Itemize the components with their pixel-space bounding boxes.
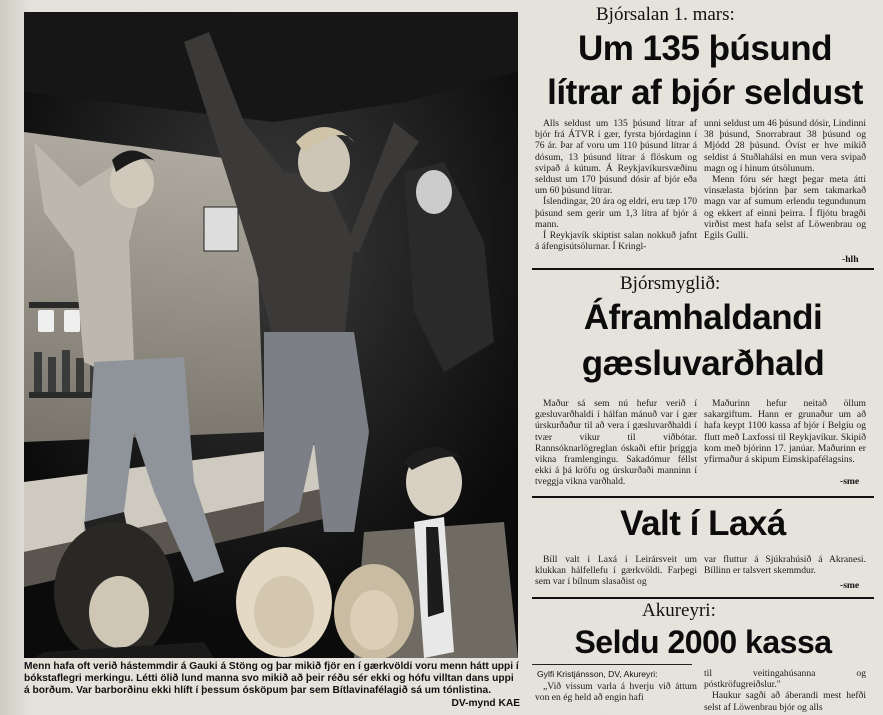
article3-column-1 — [535, 554, 697, 588]
article4-headline: Seldu 2000 kassa — [574, 624, 832, 660]
article3-headline: Valt í Laxá — [620, 504, 786, 543]
news-photo — [24, 12, 518, 658]
article1-headline-line1: Um 135 þúsund — [577, 29, 833, 68]
article4-column-1 — [535, 681, 697, 715]
article3-column-2 — [704, 554, 866, 576]
article2-column-1 — [535, 398, 697, 488]
article4-byline: Gylfi Kristjánsson, DV, Akureyri: — [537, 669, 658, 679]
article2-kicker: Bjórsmyglið: — [620, 273, 721, 294]
article3-paragraph: Bíll valt í Laxá í Leirársveit um klukkan hálfellefu í gærkvöldi. Farþegi sem var í bílnum slasaðist og — [535, 554, 697, 588]
article2-signature: -sme — [840, 476, 860, 487]
photo-credit: DV-mynd KAE — [451, 697, 520, 709]
photo-illustration — [24, 12, 518, 658]
article2-paragraph: Maðurinn hefur neitað öllum sakargiftum. Hann er grunaður um að hafa keypt 1100 kassa af bjór í Belgíu og flutt með Laxfossi til Reykjavíkur. Skipið kom með bjórinn 17. janúar. Maðurinn er yfirmaður á skipum Eimskipafélagsins. — [704, 398, 866, 466]
article4-paragraph: til veitingahúsanna og póstkröfugreiðslur." — [704, 668, 866, 691]
photo-caption — [24, 661, 520, 710]
article2-headline-line1: Áframhaldandi — [583, 298, 823, 337]
article1-paragraph: Menn fóru sér hægt þegar meta átti vinsælasta bjórinn þar sem takmarkað magn var af sumum erlendu tegundunum og ekkert af einni þeirra. Í fljótu bragði virðist mest hafa selst af Löwenbrau og Egils Gulli. — [704, 174, 866, 242]
article2-paragraph: Maður sá sem nú hefur verið í gæsluvarðhaldi í hálfan mánuð var í gær úrskurðaður til að vera í gæsluvarðhaldi í tvær vikur til viðbótar. Rannsóknarlögreglan óskaði eftir þriggja vikna framlengingu. Sakadómur féllst ekki á þá kröfu og úrskurðaði manninn í tveggja vikna varðhald. — [535, 398, 697, 488]
divider — [532, 496, 874, 498]
article2-headline-line2: gæsluvarðhald — [581, 344, 825, 383]
photo-caption-text: Menn hafa oft verið hástemmdir á Gauki á Stöng og þar mikið fjör en í gærkvöldi voru menn hátt uppi í bókstaflegri merkingu. Létti ölið lund manna svo mikið að þeir réðu sér ekki og hófu villtan dans uppi á borðum. Var barborðinu ekki hlíft í þessum ósköpum þar sem Bítlavinafélagið sá um tónlistina. — [24, 661, 519, 697]
article4-kicker: Akureyri: — [642, 600, 716, 621]
article1-paragraph: Í Reykjavík skiptist salan nokkuð jafnt á áfengisútsölurnar. Í Kringl- — [535, 230, 697, 253]
byline-rule — [532, 664, 692, 665]
article1-column-1 — [535, 118, 697, 252]
divider — [532, 597, 874, 599]
article2-column-2 — [704, 398, 866, 465]
article1-paragraph: Íslendingar, 20 ára og eldri, eru tæp 170 þúsund sem gerir um 1,3 lítra af bjór á mann. — [535, 196, 697, 230]
article1-kicker: Bjórsalan 1. mars: — [596, 4, 735, 25]
article4-paragraph: „Við vissum varla á hverju við áttum von en ég held að engin hafi — [535, 681, 697, 704]
divider — [532, 268, 874, 270]
article1-signature: -hlh — [842, 254, 859, 265]
article4-paragraph: Haukur sagði að áberandi mest hefði selst af Löwenbrau bjór og alls — [704, 690, 866, 713]
article3-signature: -sme — [840, 580, 860, 591]
article1-headline-line2: lítrar af bjór seldust — [547, 73, 863, 112]
article4-column-2 — [704, 668, 866, 715]
article1-column-2 — [704, 118, 866, 241]
article3-paragraph: var fluttur á Sjúkrahúsið á Akranesi. Bíllinn er talsvert skemmdur. — [704, 554, 866, 577]
article1-paragraph: Alls seldust um 135 þúsund lítrar af bjór frá ÁTVR í gær, fyrsta bjórdaginn í 76 ár. Þar af voru um 110 þúsund lítrar á dósum, 13 þúsund lítrar á flöskum og svipað á kútum. Á Reykjavíkursvæðinu seldust um 170 þúsund dósir af bjór eða um 60 þúsund lítrar. — [535, 118, 697, 197]
article1-paragraph: unni seldust um 46 þúsund dósir, Lindinni 38 þúsund, Snorrabraut 38 þúsund og Mjódd 28 þúsund. Óvíst er hve mikið seldist á Stuðlahálsi en mun vera svipað magn og í hinum útsölunum. — [704, 118, 866, 174]
